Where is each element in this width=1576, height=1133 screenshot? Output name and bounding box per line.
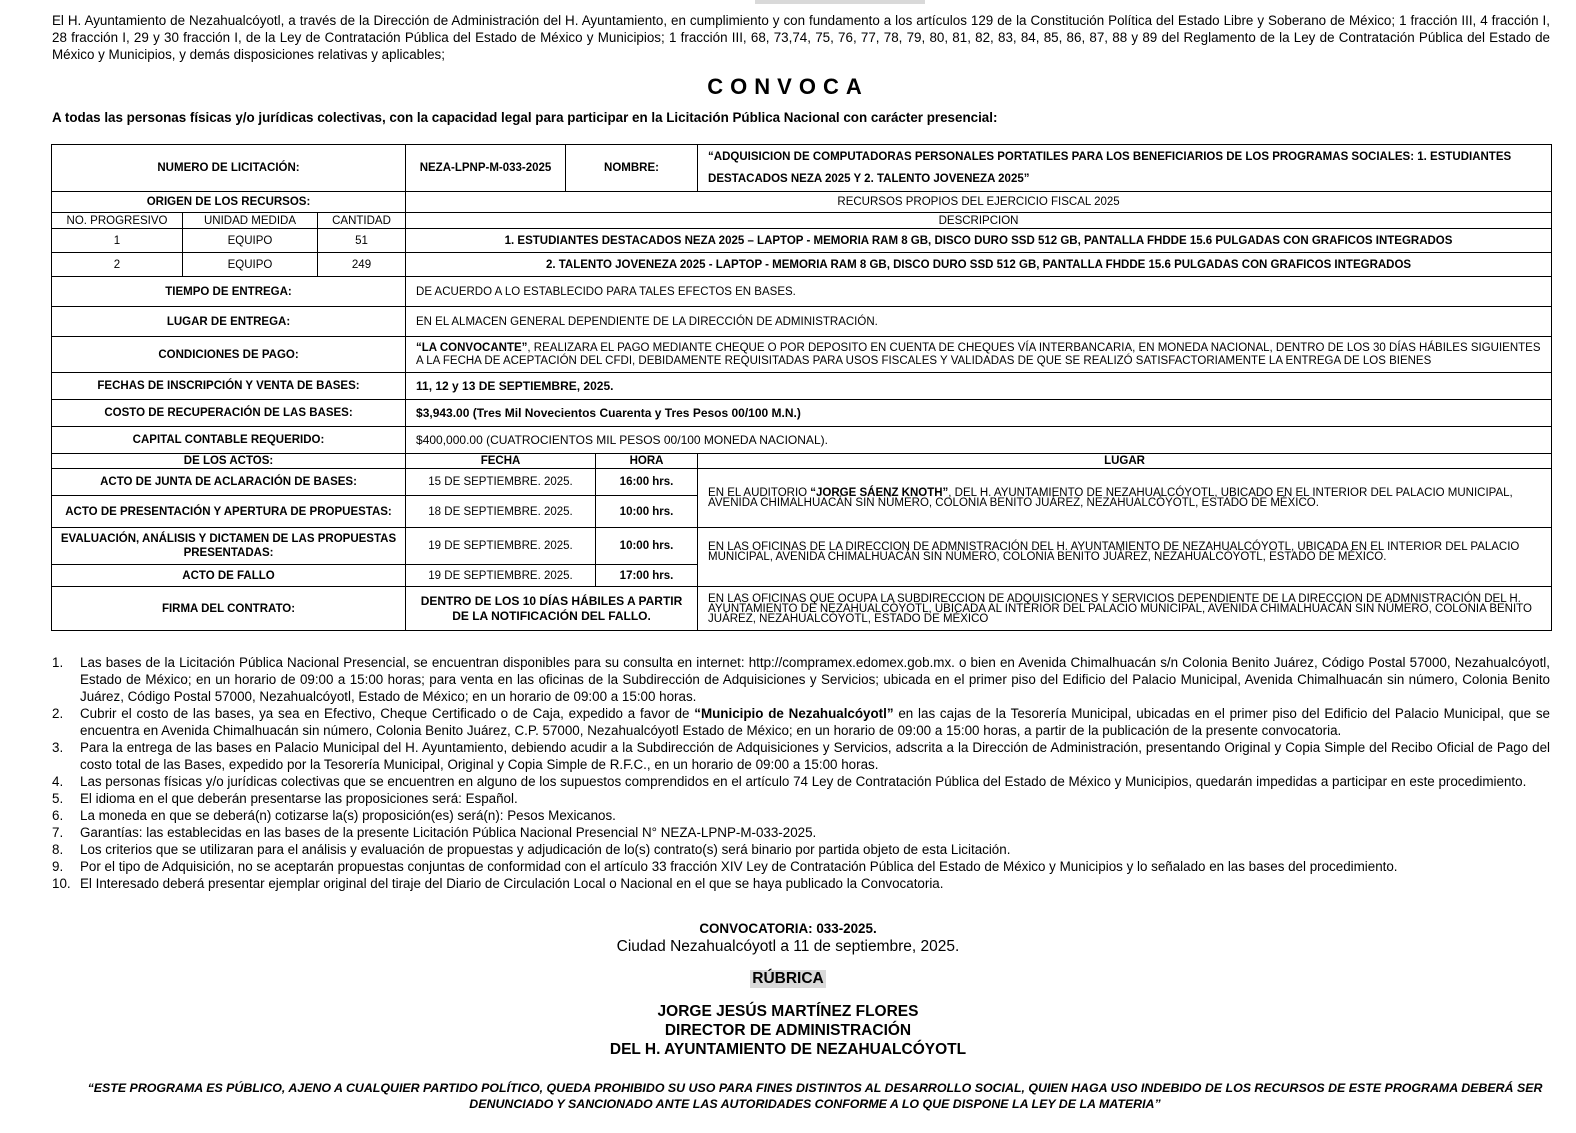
lugar-a-post: , DEL H. AYUNTAMIENTO DE NEZAHUALCÓYOTL, UBICADO EN EL INTERIOR DEL PALACIO MUNICIPAL, AVENIDA CHIMALHUACÁN SIN NÚMERO, COLONIA BENITO JUÁREZ, NEZAHUALCÓYOTL, ESTADO DE MÉXICO. — [708, 487, 1513, 509]
lugar-label: LUGAR DE ENTREGA: — [52, 307, 406, 337]
acto4-hora: 17:00 hrs. — [596, 565, 698, 587]
note-number: 8. — [52, 842, 64, 857]
item-no: 1 — [52, 229, 183, 253]
nombre-label: NOMBRE: — [566, 145, 698, 192]
note-text: El idioma en el que deberán presentarse las proposiciones será: Español. — [80, 791, 518, 806]
acto2-fecha: 18 DE SEPTIEMBRE. 2025. — [406, 496, 596, 528]
lugar-value: EN EL ALMACEN GENERAL DEPENDIENTE DE LA DIRECCIÓN DE ADMINISTRACIÓN. — [406, 307, 1552, 337]
note-number: 6. — [52, 808, 64, 823]
rubrica-label: RÚBRICA — [752, 970, 824, 987]
list-item — [52, 824, 1550, 841]
lugar-a-pre: EN EL AUDITORIO — [708, 487, 811, 499]
table-row — [52, 253, 1552, 277]
firma-label: FIRMA DEL CONTRATO: — [52, 587, 406, 631]
acto3-hora: 10:00 hrs. — [596, 528, 698, 565]
convocatoria-number: CONVOCATORIA: 033-2025. — [699, 921, 877, 936]
list-item — [52, 841, 1550, 858]
row-actos-header — [52, 454, 1552, 469]
numero-value: NEZA-LPNP-M-033-2025 — [406, 145, 566, 192]
tiempo-label: TIEMPO DE ENTREGA: — [52, 277, 406, 307]
list-item — [52, 807, 1550, 824]
table-row — [52, 229, 1552, 253]
row-fechas — [52, 373, 1552, 400]
note-text-bold: “Municipio de Nezahualcóyotl” — [694, 706, 894, 721]
note-text: Los criterios que se utilizaran para el análisis y evaluación de propuestas y adjudicación de lo(s) contrato(s) será binario por partida objeto de esta Licitación. — [80, 842, 1011, 857]
signer-entity: DEL H. AYUNTAMIENTO DE NEZAHUALCÓYOTL — [609, 1041, 967, 1058]
col-descripcion: DESCRIPCION — [406, 213, 1552, 229]
fechas-label: FECHAS DE INSCRIPCIÓN Y VENTA DE BASES: — [52, 373, 406, 400]
signer-block — [0, 1002, 1576, 1059]
note-text: Para la entrega de las bases en Palacio Municipal del H. Ayuntamiento, debiendo acudir a la Subdirección de Adquisiciones y Servicios, adscrita a la Dirección de Administración, presentando Original y Copia Simple del Recibo Oficial de Pago del costo total de las Bases, expedido por la Tesorería Municipal, Original y Copia Simple de R.F.C., en un horario de 09:00 a 15:00 horas. — [80, 740, 1550, 772]
note-text: Por el tipo de Adquisición, no se aceptarán propuestas conjuntas de conformidad con el artículo 33 fracción XIV Ley de Contratación Pública del Estado de México y Municipios y lo señalado en las bases del procedimiento. — [80, 859, 1398, 874]
item-unidad: EQUIPO — [183, 253, 318, 277]
list-item — [52, 705, 1550, 739]
audience-statement: A todas las personas físicas y/o jurídicas colectivas, con la capacidad legal para participar en la Licitación Pública Nacional con carácter presencial: — [52, 110, 998, 125]
top-edge-bar — [755, 0, 925, 4]
acto3-label: EVALUACIÓN, ANÁLISIS Y DICTAMEN DE LAS PROPUESTAS PRESENTADAS: — [52, 528, 406, 565]
note-number: 2. — [52, 706, 64, 721]
acto1-label: ACTO DE JUNTA DE ACLARACIÓN DE BASES: — [52, 469, 406, 496]
list-item — [52, 875, 1550, 892]
condiciones-label: CONDICIONES DE PAGO: — [52, 337, 406, 373]
acto4-label: ACTO DE FALLO — [52, 565, 406, 587]
item-descripcion: 2. TALENTO JOVENEZA 2025 - LAPTOP - MEMORIA RAM 8 GB, DISCO DURO SSD 512 GB, PANTALLA FHDDE 15.6 PULGADAS CON GRAFICOS INTEGRADOS — [406, 253, 1552, 277]
note-text-post: en las cajas de la Tesorería Municipal, ubicadas en el primer piso del Edificio del Palacio Municipal, que se encuentra en Avenida Chimalhuacán sin número, Colonia Benito Juárez, C.P. 57000, Nezahualcóyotl Estado de México; en un horario de 09:00 a 15:00 horas, a partir de la publicación de la presente convocatoria. — [80, 706, 1550, 738]
lugar-header: LUGAR — [698, 454, 1552, 469]
acto1-fecha: 15 DE SEPTIEMBRE. 2025. — [406, 469, 596, 496]
list-item — [52, 858, 1550, 875]
costo-value: $3,943.00 (Tres Mil Novecientos Cuarenta y Tres Pesos 00/100 M.N.) — [406, 400, 1552, 427]
note-text: Garantías: las establecidas en las bases de la presente Licitación Pública Nacional Presencial N° NEZA-LPNP-M-033-2025. — [80, 825, 817, 840]
row-origen — [52, 192, 1552, 213]
tiempo-value: DE ACUERDO A LO ESTABLECIDO PARA TALES EFECTOS EN BASES. — [406, 277, 1552, 307]
acto2-hora: 10:00 hrs. — [596, 496, 698, 528]
acto2-label: ACTO DE PRESENTACIÓN Y APERTURA DE PROPUESTAS: — [52, 496, 406, 528]
note-number: 5. — [52, 791, 64, 806]
lugar-a-bold: “JORGE SÁENZ KNOTH” — [810, 487, 949, 499]
item-descripcion: 1. ESTUDIANTES DESTACADOS NEZA 2025 – LAPTOP - MEMORIA RAM 8 GB, DISCO DURO SSD 512 GB, PANTALLA FHDDE 15.6 PULGADAS CON GRAFICOS INTEGRADOS — [406, 229, 1552, 253]
note-text-pre: Cubrir el costo de las bases, ya sea en Efectivo, Cheque Certificado o de Caja, expedido a favor de — [80, 706, 695, 721]
fecha-header: FECHA — [406, 454, 596, 469]
condiciones-value — [406, 337, 1552, 373]
row-costo — [52, 400, 1552, 427]
intro-paragraph: El H. Ayuntamiento de Nezahualcóyotl, a través de la Dirección de Administración del H. Ayuntamiento, en cumplimiento y con fundamento a los artículos 129 de la Constitución Política del Estado Libre y Soberano de México; 1 fracción III, 4 fracción I, 28 fracción I, 29 y 30 fracción I, de la Ley de Contratación Pública del Estado de México y Municipios; 1 fracción III, 68, 73,74, 75, 76, 77, 78, 79, 80, 81, 82, 83, 84, 85, 86, 87, 88 y 89 del Reglamento de la Ley de Contratación Pública del Estado de México y Municipios, y demás disposiciones relativas y aplicables; — [52, 13, 1550, 62]
note-number: 9. — [52, 859, 64, 874]
firma-lugar: EN LAS OFICINAS QUE OCUPA LA SUBDIRECCION DE ADQUISICIONES Y SERVICIOS DEPENDIENTE DE LA DIRECCION DE ADMNISTRACIÓN DEL H. AYUNTAMIENTO DE NEZAHUALCÓYOTL, UBICADA AL INTERIOR DEL PALACIO MUNICIPAL, AVENIDA CHIMALHUACÁN SIN NÚMERO, COLONIA BENITO JUÁREZ, NEZAHUALCÓYOTL, ESTADO DE MÉXICO — [698, 587, 1552, 631]
costo-label: COSTO DE RECUPERACIÓN DE LAS BASES: — [52, 400, 406, 427]
note-text: El Interesado deberá presentar ejemplar original del tiraje del Diario de Circulación Local o Nacional en el que se haya publicado la Convocatoria. — [80, 876, 944, 891]
numero-label: NUMERO DE LICITACIÓN: — [52, 145, 406, 192]
row-tiempo — [52, 277, 1552, 307]
row-acto3 — [52, 528, 1552, 565]
list-item — [52, 739, 1550, 773]
row-capital — [52, 427, 1552, 454]
row-firma — [52, 587, 1552, 631]
row-numero — [52, 145, 1552, 192]
note-number: 7. — [52, 825, 64, 840]
item-unidad: EQUIPO — [183, 229, 318, 253]
acto1-hora: 16:00 hrs. — [596, 469, 698, 496]
city-date: Ciudad Nezahualcóyotl a 11 de septiembre, 2025. — [616, 938, 960, 955]
row-items-header — [52, 213, 1552, 229]
signer-name: JORGE JESÚS MARTÍNEZ FLORES — [657, 1003, 919, 1020]
fechas-value: 11, 12 y 13 DE SEPTIEMBRE, 2025. — [406, 373, 1552, 400]
note-number: 4. — [52, 774, 64, 789]
condiciones-text: , REALIZARA EL PAGO MEDIANTE CHEQUE O POR DEPOSITO EN CUENTA DE CHEQUES VÍA INTERBANCARIA, EN MONEDA NACIONAL, DENTRO DE LOS 30 DÍAS HÁBILES SIGUIENTES A LA FECHA DE ACEPTACIÓN DEL CFDI, DEBIDAMENTE REQUISITADAS PARA USOS FISCALES Y VALIDADAS DE QUE SE REALIZÓ SATISFACTORIAMENTE LA ENTREGA DE LOS BIENES — [416, 341, 1541, 367]
capital-label: CAPITAL CONTABLE REQUERIDO: — [52, 427, 406, 454]
item-no: 2 — [52, 253, 183, 277]
firma-fecha: DENTRO DE LOS 10 DÍAS HÁBILES A PARTIR DE LA NOTIFICACIÓN DEL FALLO. — [406, 587, 698, 631]
hora-header: HORA — [596, 454, 698, 469]
note-text: Las personas físicas y/o jurídicas colectivas que se encuentren en alguno de los supuestos comprendidos en el artículo 74 Ley de Contratación Pública del Estado de México y Municipios, quedarán impedidas a participar en este procedimiento. — [80, 774, 1527, 789]
lugar-direccion: EN LAS OFICINAS DE LA DIRECCION DE ADMNISTRACIÓN DEL H. AYUNTAMIENTO DE NEZAHUALCÓYOTL, UBICADA EN EL INTERIOR DEL PALACIO MUNICIPAL, AVENIDA CHIMALHUACÁN SIN NÚMERO, COLONIA BENITO JUÁREZ, NEZAHUALCÓYOTL, ESTADO DE MÉXICO. — [698, 528, 1552, 587]
list-item — [52, 654, 1550, 705]
note-number: 10. — [52, 876, 71, 891]
actos-header: DE LOS ACTOS: — [52, 454, 406, 469]
program-legend: “ESTE PROGRAMA ES PÚBLICO, AJENO A CUALQUIER PARTIDO POLÍTICO, QUEDA PROHIBIDO SU USO PARA FINES DISTINTOS AL DESARROLLO SOCIAL, QUIEN HAGA USO INDEBIDO DE LOS RECURSOS DE ESTE PROGRAMA DEBERÁ SER DENUNCIADO Y SANCIONADO ANTE LAS AUTORIDADES CONFORME A LO QUE DISPONE LA LEY DE LA MATERIA” — [87, 1081, 1543, 1111]
condiciones-convocante: “LA CONVOCANTE” — [416, 341, 528, 354]
note-number: 1. — [52, 655, 64, 670]
capital-value: $400,000.00 (CUATROCIENTOS MIL PESOS 00/100 MONEDA NACIONAL). — [406, 427, 1552, 454]
lugar-auditorio — [698, 469, 1552, 528]
row-acto1 — [52, 469, 1552, 496]
list-item — [52, 773, 1550, 790]
tender-table — [51, 144, 1552, 631]
note-text: La moneda en que se deberá(n) cotizarse la(s) proposición(es) será(n): Pesos Mexicanos. — [80, 808, 616, 823]
acto3-fecha: 19 DE SEPTIEMBRE. 2025. — [406, 528, 596, 565]
list-item — [52, 790, 1550, 807]
col-progresivo: NO. PROGRESIVO — [52, 213, 183, 229]
col-cantidad: CANTIDAD — [318, 213, 406, 229]
row-lugar — [52, 307, 1552, 337]
acto4-fecha: 19 DE SEPTIEMBRE. 2025. — [406, 565, 596, 587]
signer-position: DIRECTOR DE ADMINISTRACIÓN — [664, 1022, 912, 1039]
notes-list — [52, 654, 1550, 892]
origen-label: ORIGEN DE LOS RECURSOS: — [52, 192, 406, 213]
note-number: 3. — [52, 740, 64, 755]
rubrica-block — [0, 970, 1576, 988]
convoca-heading: CONVOCA — [707, 74, 869, 99]
note-text: Las bases de la Licitación Pública Nacional Presencial, se encuentran disponibles para su consulta en internet: http://compramex.edomex.gob.mx. o bien en Avenida Chimalhuacán s/n Colonia Benito Juárez, Código Postal 57000, Nezahualcóyotl, Estado de México; en un horario de 09:00 a 15:00 horas; para venta en las oficinas de la Subdirección de Adquisiciones y Servicios; ubicada en el primer piso del Edificio del Palacio Municipal, Avenida Chimalhuacán sin número, Colonia Benito Juárez, Código Postal 57000, Nezahualcóyotl, Estado de México; en un horario de 09:00 a 15:00 horas. — [80, 655, 1550, 704]
origen-value: RECURSOS PROPIOS DEL EJERCICIO FISCAL 2025 — [406, 192, 1552, 213]
col-unidad: UNIDAD MEDIDA — [183, 213, 318, 229]
item-cantidad: 249 — [318, 253, 406, 277]
nombre-value: “ADQUISICION DE COMPUTADORAS PERSONALES PORTATILES PARA LOS BENEFICIARIOS DE LOS PROGRAMAS SOCIALES: 1. ESTUDIANTES DESTACADOS NEZA 2025 Y 2. TALENTO JOVENEZA 2025” — [698, 145, 1552, 192]
item-cantidad: 51 — [318, 229, 406, 253]
row-condiciones — [52, 337, 1552, 373]
